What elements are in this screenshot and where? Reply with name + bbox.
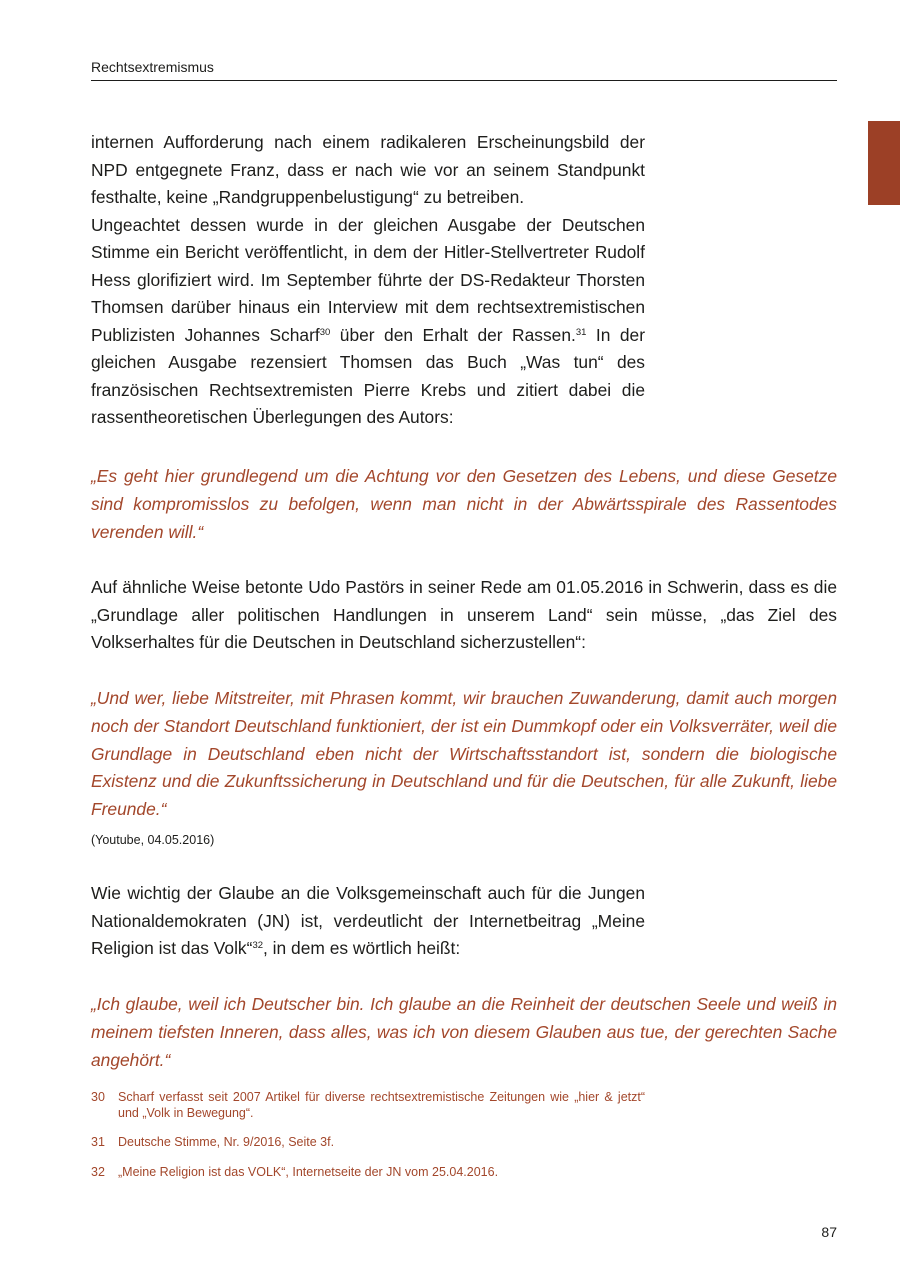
quote-2-text: „Und wer, liebe Mitstreiter, mit Phrasen kommt, wir brauchen Zuwanderung, damit auch morgen noch der Standort Deutschland funktioniert, der ist ein Dummkopf oder ein Volksverräter, weil die Grundlage in Deutschland eben nicht der Wirtschaftsstandort ist, sondern die biologische Existenz und die Zukunftssicherung in Deutschland und für die Deutschen, für alle Zukunft, liebe Freunde.“ (91, 688, 837, 820)
footnote-number: 31 (91, 1135, 105, 1149)
paragraph-1: internen Aufforderung nach einem radikaleren Erscheinungsbild der NPD entgegnete Franz, dass er nach wie vor an seinem Standpunkt festhalte, keine „Randgruppenbelustigung“ zu betreiben. (91, 132, 645, 207)
paragraph-3-text: Auf ähnliche Weise betonte Udo Pastörs in seiner Rede am 01.05.2016 in Schwerin, dass es die „Grundlage aller politischen Handlungen in unserem Land“ sein müsse, „das Ziel des Volkserhaltes für die Deutschen in Deutschland sicherzustellen“: (91, 577, 837, 652)
quote-1 (91, 463, 837, 546)
footnote-number: 32 (91, 1165, 105, 1179)
footnote-number: 30 (91, 1090, 105, 1104)
paragraph-4-text-b: , in dem es wörtlich heißt: (263, 938, 461, 958)
paragraph-2-text-c: In der gleichen Ausgabe rezensiert Thomsen das Buch „Was tun“ des französischen Rechtsextremisten Pierre Krebs und zitiert dabei die rassentheoretischen Überlegungen des Autors: (91, 324, 645, 427)
footnote-ref-32[interactable]: 32 (252, 940, 264, 951)
footnote-30 (91, 1090, 645, 1121)
body-paragraphs-top (91, 129, 645, 432)
footnote-text: Scharf verfasst seit 2007 Artikel für diverse rechtsextremistische Zeitungen wie „hier & jetzt“ und „Volk in Bewegung“. (118, 1090, 645, 1120)
quote-2 (91, 685, 837, 824)
quote-2-source: (Youtube, 04.05.2016) (91, 833, 215, 847)
paragraph-3 (91, 574, 837, 657)
footnote-text: „Meine Religion ist das VOLK“, Internetseite der JN vom 25.04.2016. (118, 1165, 499, 1179)
footnote-text: Deutsche Stimme, Nr. 9/2016, Seite 3f. (118, 1135, 335, 1149)
paragraph-4-text (91, 880, 645, 963)
footnote-31 (91, 1135, 645, 1151)
footnote-ref-30[interactable]: 30 (319, 326, 331, 338)
paragraph-2-text-b: über den Erhalt der Rassen. (330, 324, 576, 345)
running-header: Rechtsextremismus (91, 58, 837, 81)
footnote-32 (91, 1165, 645, 1181)
paragraph-4-text-a: Wie wichtig der Glaube an die Volksgemeinschaft auch für die Jungen Nationaldemokraten (JN) ist, verdeutlicht der Internetbeitrag „Meine Religion ist das Volk“ (91, 883, 645, 958)
chapter-tab-marker (868, 121, 900, 205)
quote-1-text: „Es geht hier grundlegend um die Achtung vor den Gesetzen des Lebens, und diese Gesetze sind kompromisslos zu befolgen, wenn man nicht in der Abwärtsspirale des Rassentodes verenden will.“ (91, 466, 837, 542)
page-number: 87 (821, 1224, 837, 1240)
paragraph-2-text-a: Ungeachtet dessen wurde in der gleichen Ausgabe der Deutschen Stimme ein Bericht veröffentlicht, in dem der Hitler-Stellvertreter Rudolf Hess glorifiziert wird. Im September führte der DS-Redakteur Thorsten Thomsen darüber hinaus ein Interview mit dem rechtsextremistischen Publizisten Johannes Scharf (91, 214, 645, 345)
quote-3 (91, 991, 837, 1074)
footnote-ref-31[interactable]: 31 (575, 326, 587, 338)
paragraph-4 (91, 880, 645, 963)
paragraph-2 (91, 212, 645, 432)
quote-3-text: „Ich glaube, weil ich Deutscher bin. Ich glaube an die Reinheit der deutschen Seele und weiß in meinem tiefsten Inneren, dass alles, was ich von diesem Glauben aus tue, der gerechten Sache angehört.“ (91, 994, 837, 1070)
